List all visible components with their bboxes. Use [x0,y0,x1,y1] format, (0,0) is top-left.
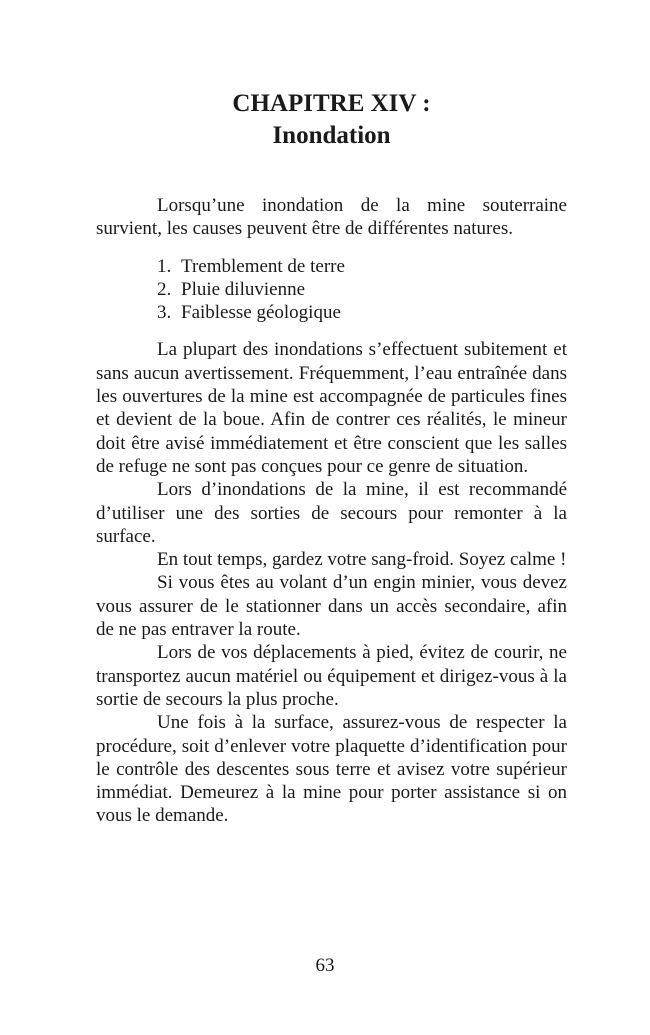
book-page [96,0,567,828]
chapter-title: Inondation [272,122,391,149]
body-paragraph: Une fois à la surface, assurez-vous de respecter la procédure, soit d’enlever votre plaquette d’identification pour le contrôle des descentes sous terre et avisez votre supérieur immédiat. Demeurez à la mine pour porter assistance si on vous le demande. [96,712,567,827]
chapter-label: CHAPITRE XIV : [232,90,431,117]
list-item-text: Faiblesse géologique [181,302,341,324]
body-paragraph: En tout temps, gardez votre sang-froid. Soyez calme ! [157,549,567,571]
chapter-heading [96,88,567,152]
list-item-number: 1. [157,255,172,277]
list-item [96,255,567,278]
list-item [96,301,567,324]
intro-paragraph: Lorsqu’une inondation de la mine souterraine survient, les causes peuvent être de différentes natures. [96,195,567,240]
body-paragraph: Lors de vos déplacements à pied, évitez de courir, ne transportez aucun matériel ou équipement et dirigez-vous à la sortie de secours la plus proche. [96,642,567,710]
list-item-number: 3. [157,302,172,324]
list-item [96,278,567,301]
list-item-text: Pluie diluvienne [181,278,306,300]
body-paragraph: La plupart des inondations s’effectuent subitement et sans aucun avertissement. Fréquemment, l’eau entraînée dans les ouvertures de la mine est accompagnée de particules fines et devient de la boue. Afin de contrer ces réalités, le mineur doit être avisé immédiatement et être conscient que les salles de refuge ne sont pas conçues pour ce genre de situation. [96,339,567,477]
page-number: 63 [315,955,335,976]
body-paragraph: Si vous êtes au volant d’un engin minier, vous devez vous assurer de le stationner dans un accès secondaire, afin de ne pas entraver la route. [96,572,567,641]
list-item-text: Tremblement de terre [181,255,345,277]
body-paragraph: Lors d’inondations de la mine, il est recommandé d’utiliser une des sorties de secours pour remonter à la surface. [96,479,567,547]
list-item-number: 2. [157,278,172,300]
causes-list [96,255,567,325]
chapter-body [96,194,567,828]
